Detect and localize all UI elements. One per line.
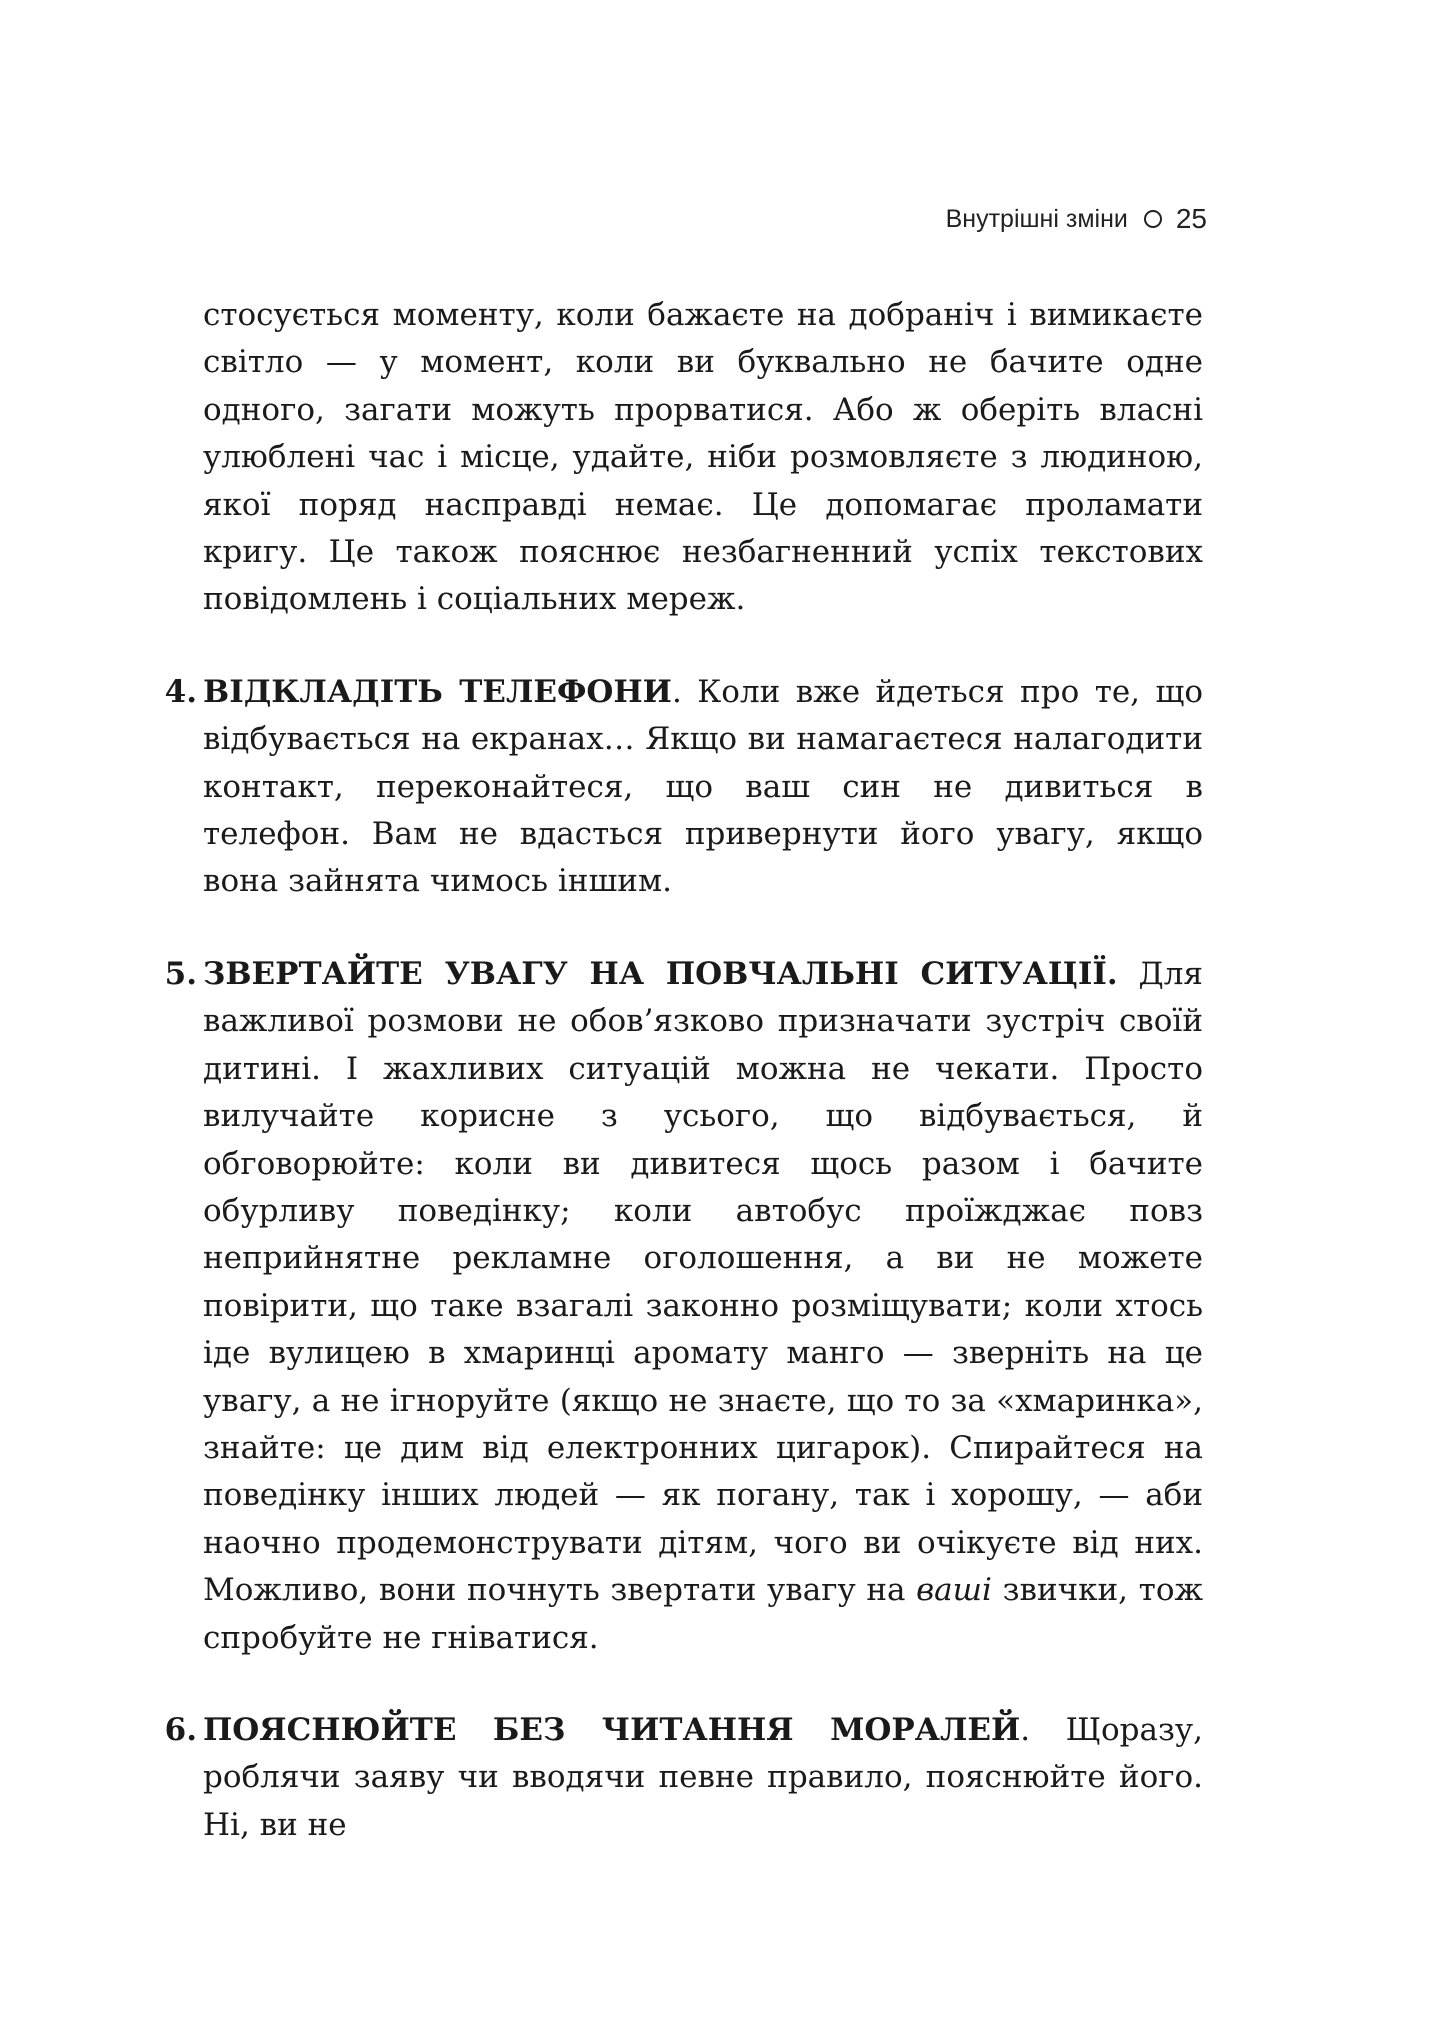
circle-separator-icon [1144,210,1162,228]
list-item-title: ЗВЕРТАЙТЕ УВАГУ НА ПОВЧАЛЬНІ СИТУАЦІЇ. [203,955,1118,992]
list-item-text-end: звички, тож спробуйте не гніватися. [203,1572,1203,1656]
list-item-body [203,1707,1203,1849]
list-item-text: . Щоразу, роблячи заяву чи вводячи певне правило, пояснюйте його. Ні, ви не [203,1711,1203,1843]
emphasized-word: ваші [916,1572,992,1609]
list-item-5: 5. ЗВЕРТАЙТЕ УВАГУ НА ПОВЧАЛЬНІ СИТУАЦІЇ. Для важливої розмови не обов’язково призначати зустріч своїй дитині. І жахливих ситуацій можна не чекати. Просто вилучайте корисне з усього, що відбувається, й обговорюйте: коли ви дивитеся щось разом і бачите обурливу поведінку; коли автобус проїжджає повз неприйнятне рекламне оголошення, а ви не можете повірити, що таке взагалі законно розміщувати; коли хтось іде вулицею в хмаринці аромату манго — зверніть на це увагу, а не ігноруйте (якщо не знаєте, що то за «хмаринка», знайте: це дим від електронних цигарок). Спирайтеся на поведінку інших людей — як погану, так і хорошу, — аби наочно продемонструвати дітям, чого ви очікуєте від них. Можливо, вони почнуть звертати увагу на ваші звички, тож спробуйте не гніватися. [203,951,1203,1662]
list-item-4: 4. ВІДКЛАДІТЬ ТЕЛЕФОНИ. Коли вже йдеться про те, що відбувається на екранах… Якщо ви намагаєтеся налагодити контакт, переконайтеся, що ваш син не дивиться в телефон. Вам не вдасться привернути його увагу, якщо вона зайнята чимось іншим. [203,669,1203,906]
page-body [164,292,1203,1849]
section-title: Внутрішні зміни [945,205,1128,233]
list-item-6: 6. ПОЯСНЮЙТЕ БЕЗ ЧИТАННЯ МОРАЛЕЙ. Щоразу, роблячи заяву чи вводячи певне правило, пояснюйте його. Ні, ви не [203,1707,1203,1849]
list-item-body [203,669,1203,906]
page-number: 25 [1175,203,1207,234]
list-item-title: ПОЯСНЮЙТЕ БЕЗ ЧИТАННЯ МОРАЛЕЙ [203,1711,1021,1748]
intro-paragraph: стосується моменту, коли бажаєте на добраніч і вимикаєте світло — у момент, коли ви буквально не бачите одне одного, загати можуть прорватися. Або ж оберіть власні улюблені час і місце, удайте, ніби розмовляєте з людиною, якої поряд насправді немає. Це допомагає проламати кригу. Це також пояснює незбагненний успіх текстових повідомлень і соціальних мереж. [203,297,1203,618]
list-item-text: Для важливої розмови не обов’язково призначати зустріч своїй дитині. І жахливих ситуацій можна не чекати. Просто вилучайте корисне з усього, що відбувається, й обговорюйте: коли ви дивитеся щось разом і бачите обурливу поведінку; коли автобус проїжджає повз неприйнятне рекламне оголошення, а ви не можете повірити, що таке взагалі законно розміщувати; коли хтось іде вулицею в хмаринці аромату манго — зверніть на це увагу, а не ігноруйте (якщо не знаєте, що то за «хмаринка», знайте: це дим від електронних цигарок). Спирайтеся на поведінку інших людей — як погану, так і хорошу, — аби наочно продемонструвати дітям, чого ви очікуєте від них. Можливо, вони почнуть звертати увагу на [203,955,1203,1609]
list-item-title: ВІДКЛАДІТЬ ТЕЛЕФОНИ [203,673,672,710]
list-item-body [203,951,1203,1662]
list-item-text: . Коли вже йдеться про те, що відбувається на екранах… Якщо ви намагаєтеся налагодити контакт, переконайтеся, що ваш син не дивиться в телефон. Вам не вдасться привернути його увагу, якщо вона зайнята чимось іншим. [203,673,1203,900]
running-header [946,203,1207,235]
